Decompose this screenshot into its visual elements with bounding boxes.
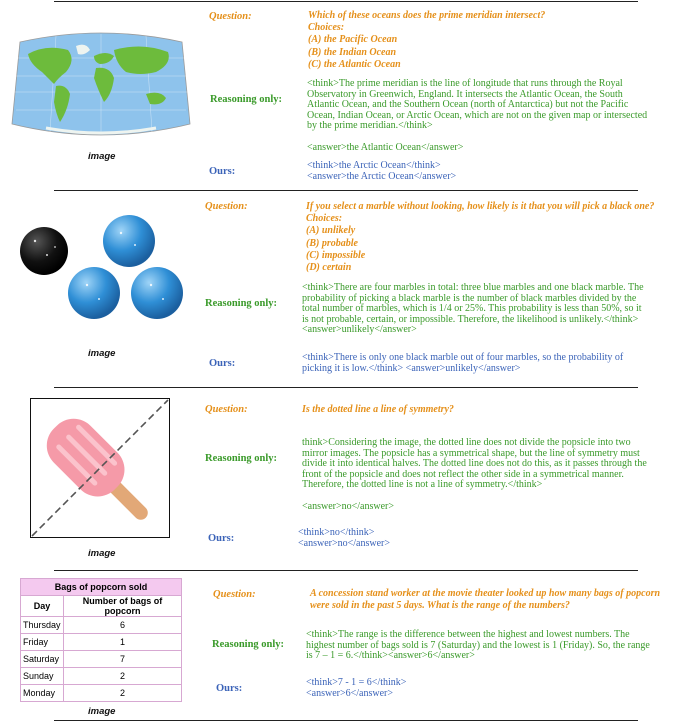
question-label: Question:: [209, 11, 252, 22]
image-caption: image: [88, 548, 116, 559]
table-row: Monday 2: [21, 685, 182, 702]
popcorn-table: [20, 578, 182, 702]
question-text: Which of these oceans does the prime meridian intersect? Choices: (A) the Pacific Ocean (B) the Indian Ocean (C) the Atlantic Ocean: [308, 10, 546, 70]
reasoning-label: Reasoning only:: [212, 639, 285, 650]
image-caption: image: [88, 348, 116, 359]
world-map-image: [6, 28, 196, 140]
ours-label: Ours:: [208, 533, 235, 544]
ours-text: <think>the Arctic Ocean</think> <answer>the Arctic Ocean</answer>: [307, 160, 457, 182]
reasoning-label: Reasoning only:: [205, 298, 278, 309]
separator-rule: [54, 387, 638, 388]
ours-label: Ours:: [209, 358, 236, 369]
table-row: Thursday 6: [21, 617, 182, 634]
separator-rule: [54, 190, 638, 191]
marbles-image: [17, 211, 185, 325]
blue-marble: [103, 215, 155, 267]
ours-text: <think>There is only one black marble out of four marbles, so the probability of picking it is low.</think> <answer>unlikely</answer>: [302, 352, 624, 374]
reasoning-text: <think>The prime meridian is the line of longitude that runs through the Royal Observatory in Greenwich, England. It intersects the Atlantic Ocean, the South Atlantic Ocean, and the Southern Ocean (north of Antarctica) but not the Pacific Ocean, Indian Ocean, or Arctic Ocean, which are not on the given map or intersected by the prime meridian.</think> <answer>the Atlantic Ocean</answer>: [307, 78, 648, 153]
table-row: Friday 1: [21, 634, 182, 651]
table-row: Saturday 7: [21, 651, 182, 668]
image-caption: image: [88, 706, 116, 717]
question-text: A concession stand worker at the movie theater looked up how many bags of popcorn were sold in the past 5 days. What is the range of the numbers?: [310, 588, 661, 612]
reasoning-text: <think>The range is the difference between the highest and lowest numbers. The highest number of bags sold is 7 (Saturday) and the lowest is 1 (Friday). So, the range is 7 – 1 = 6.</think><answer>6</answer>: [306, 629, 650, 662]
table-header: Number of bags of popcorn: [64, 596, 182, 617]
reasoning-label: Reasoning only:: [210, 94, 283, 105]
question-label: Question:: [205, 201, 248, 212]
question-text: Is the dotted line a line of symmetry?: [302, 404, 454, 415]
separator-rule: [54, 720, 638, 721]
separator-rule: [54, 1, 638, 2]
reasoning-text: <think>There are four marbles in total: three blue marbles and one black marble. The probability of picking a black marble is the number of black marbles divided by the total number of marbles, which is 1/4 or 25%. This probability is less than 50%, so it is not probable, certain, or impossible. Therefore, the likelihood is unlikely.</think> <answer>unlikely</answer>: [302, 282, 644, 336]
table-row: Sunday 2: [21, 668, 182, 685]
ours-text: <think>no</think> <answer>no</answer>: [298, 527, 390, 549]
ours-label: Ours:: [216, 683, 243, 694]
separator-rule: [54, 570, 638, 571]
question-label: Question:: [205, 404, 248, 415]
question-text: If you select a marble without looking, how likely is it that you will pick a black one? Choices: (A) unlikely (B) probable (C) impossible (D) certain: [306, 201, 655, 274]
reasoning-label: Reasoning only:: [205, 453, 278, 464]
table-header: Day: [21, 596, 64, 617]
ours-label: Ours:: [209, 166, 236, 177]
table-title: Bags of popcorn sold: [21, 579, 182, 596]
question-label: Question:: [213, 589, 256, 600]
blue-marble: [131, 267, 183, 319]
popsicle-image: [30, 398, 170, 538]
black-marble: [20, 227, 68, 275]
ours-text: <think>7 - 1 = 6</think> <answer>6</answer>: [306, 677, 407, 699]
image-caption: image: [88, 151, 116, 162]
blue-marble: [68, 267, 120, 319]
reasoning-text: think>Considering the image, the dotted line does not divide the popsicle into two mirror images. The popsicle has a symmetrical shape, but the line of symmetry must divide it into identical halves. The dotted line does not do this, as it passes through the front of the popsicle and does not reflect the other side in a symmetrical manner. Therefore, the dotted line is not a line of symmetry.</think> <answer>no</answer>: [302, 437, 647, 512]
